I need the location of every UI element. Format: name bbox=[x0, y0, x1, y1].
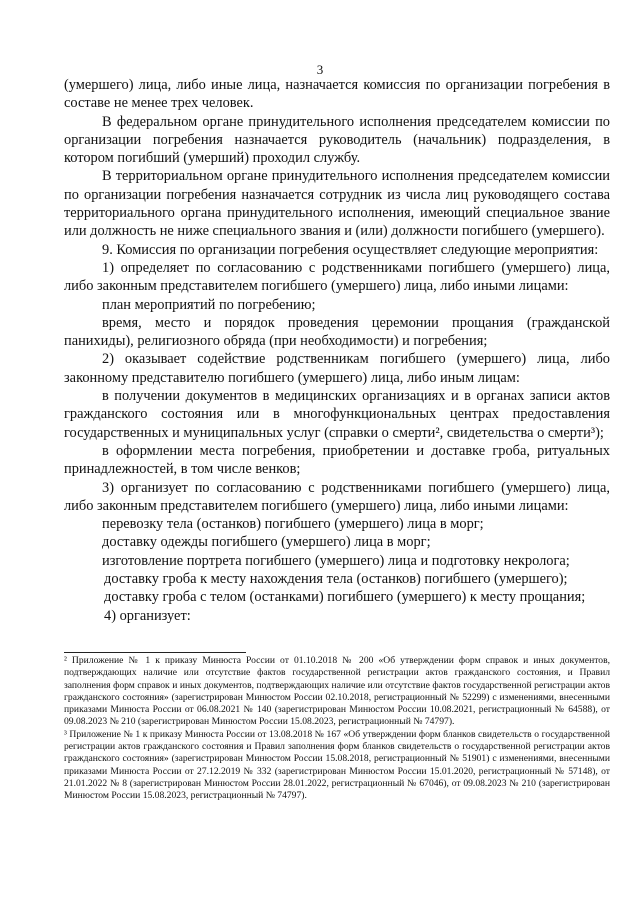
paragraph: время, место и порядок проведения церемонии прощания (гражданской панихиды), религиозного обряда (при необходимости) и погребения; bbox=[64, 314, 610, 350]
footnotes bbox=[64, 655, 610, 803]
paragraph: 3) организует по согласованию с родственниками погибшего (умершего) лица, либо законным представителем погибшего (умершего) лица, либо иными лицами: bbox=[64, 479, 610, 514]
paragraph: план мероприятий по погребению; bbox=[102, 296, 316, 313]
paragraph: (умершего) лица, либо иные лица, назначается комиссия по организации погребения в составе не менее трех человек. bbox=[64, 77, 610, 112]
footnote: ² Приложение № 1 к приказу Минюста России от 01.10.2018 № 200 «Об утверждении форм справок и иных документов, подтверждающих наличие или отсутствие фактов государственной регистрации актов гражданского состояния, и Правил заполнения форм справок и иных документов, подтверждающих наличие или отсутствие фактов государственной регистрации актов гражданского состояния» (зарегистрирован Минюстом России 02.10.2018, регистрационный № 52299) с изменениями, внесенными приказами Минюста России от 06.08.2021 № 140 (зарегистрирован Минюстом России 10.08.2021, регистрационный № 64588), от 09.08.2023 № 210 (зарегистрирован Минюстом России 15.08.2023, регистрационный № 74797). bbox=[64, 655, 610, 728]
paragraph: 4) организует: bbox=[104, 607, 191, 624]
paragraph: доставку гроба к месту нахождения тела (останков) погибшего (умершего); bbox=[104, 571, 568, 588]
footnote-separator bbox=[64, 652, 246, 653]
paragraph: в оформлении места погребения, приобретении и доставке гроба, ритуальных принадлежностей, в том числе венков; bbox=[64, 442, 610, 478]
document-body bbox=[64, 76, 610, 625]
paragraph: доставку гроба с телом (останками) погибшего (умершего) к месту прощания; bbox=[104, 589, 586, 606]
paragraph: 9. Комиссия по организации погребения осуществляет следующие мероприятия: bbox=[102, 241, 599, 258]
paragraph: 2) оказывает содействие родственникам погибшего (умершего) лица, либо законному представителю погибшего (умершего) лица, либо иным лицам: bbox=[64, 351, 610, 386]
paragraph: В федеральном органе принудительного исполнения председателем комиссии по организации погребения назначается руководитель (начальник) подразделения, в котором погибший (умерший) проходил службу. bbox=[64, 113, 610, 167]
paragraph: перевозку тела (останков) погибшего (умершего) лица в морг; bbox=[102, 516, 484, 533]
footnote: ³ Приложение № 1 к приказу Минюста России от 13.08.2018 № 167 «Об утверждении форм бланков свидетельств о государственной регистрации актов гражданского состояния и Правил заполнения форм бланков свидетельств о государственной регистрации актов гражданского состояния» (зарегистрирован Минюстом России 15.08.2018, регистрационный № 51901) с изменениями, внесенными приказами Минюста России от 27.12.2019 № 332 (зарегистрирован Минюстом России 15.01.2020, регистрационный № 57148), от 21.01.2022 № 8 (зарегистрирован Минюстом России 28.01.2022, регистрационный № 67046), от 09.08.2023 № 210 (зарегистрирован Минюстом России 15.08.2023, регистрационный № 74797). bbox=[64, 728, 610, 802]
paragraph: в получении документов в медицинских организациях и в органах записи актов гражданского состояния или в многофункциональных центрах предоставления государственных и муниципальных услуг (справки о смерти², свидетельства о смерти³); bbox=[64, 388, 610, 441]
page-number: 3 bbox=[316, 62, 324, 77]
paragraph: В территориальном органе принудительного исполнения председателем комиссии по организации погребения назначается сотрудник из числа лиц руководящего состава территориального органа принудительного исполнения, имеющий специальное звание или должность не ниже специального звания и (или) должности погибшего (умершего). bbox=[64, 168, 610, 240]
paragraph: изготовление портрета погибшего (умершего) лица и подготовку некролога; bbox=[102, 552, 570, 569]
paragraph: 1) определяет по согласованию с родственниками погибшего (умершего) лица, либо законным представителем погибшего (умершего) лица, либо иными лицами: bbox=[64, 259, 610, 295]
paragraph: доставку одежды погибшего (умершего) лица в морг; bbox=[102, 534, 431, 551]
